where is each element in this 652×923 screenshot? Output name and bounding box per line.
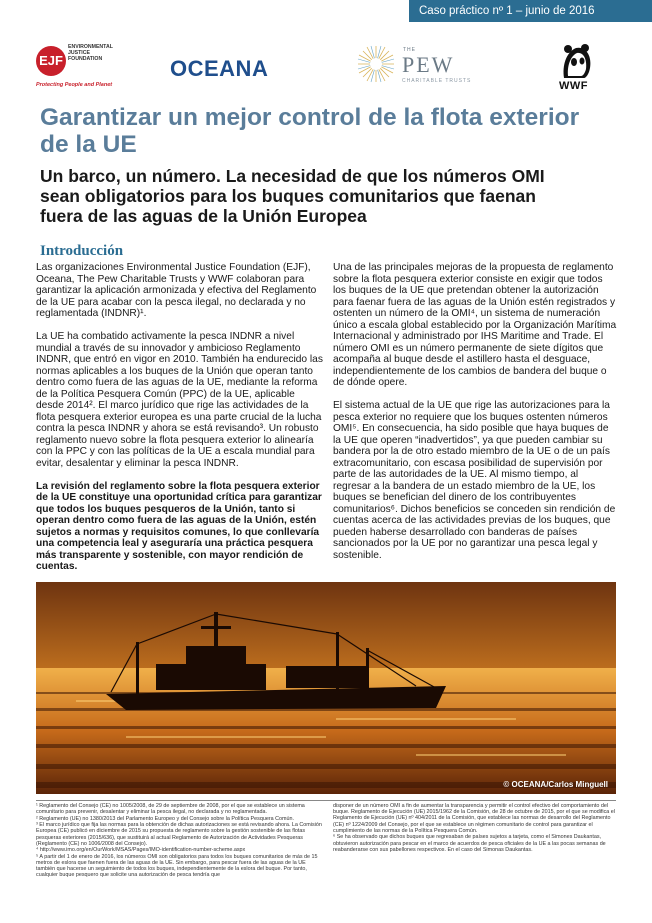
wwf-name: WWF	[559, 80, 588, 92]
left-column	[36, 262, 323, 584]
case-study-tag: Caso práctico nº 1 – junio de 2016	[409, 0, 652, 22]
pew-the: THE	[403, 47, 416, 53]
footnote-divider	[36, 800, 616, 801]
page-subtitle: Un barco, un número. La necesidad de que los números OMI sean obligatorios para los buques comunitarios que faenan fuera de las aguas de la Unión Europea	[40, 166, 545, 226]
footnote: ¹ Reglamento del Consejo (CE) no 1005/2008, de 29 de septiembre de 2008, por el que se establece un sistema comunitario para prevenir, desalentar y eliminar la pesca ilegal, no declarada y no reglamentada.	[36, 803, 305, 816]
ejf-slogan: Protecting People and Planet	[36, 82, 113, 88]
footnote: disponer de un número OMI a fin de aumentar la transparencia y permitir el control efectivo del comportamiento del buque. Reglamento de Ejecución (UE) 2015/1962 de la Comisión, de 28 de octubre de 2015, por el que se modifica el Reglamento de Ejecución (UE) nº 404/2011 de la Comisión, que establece las normas de desarrollo del Reglamento (CE) nº 1224/2009 del Consejo, por el que se establece un régimen comunitario de control para garantizar el cumplimiento de las normas de la Política Pesquera Común.	[333, 803, 615, 834]
right-column	[333, 262, 617, 573]
photo-credit: © OCEANA/Carlos Minguell	[503, 780, 608, 789]
footnote: ³ El marco jurídico que fija las normas para la obtención de dichas autorizaciones se está revisando ahora. La Comisión Europea (CE) publicó en diciembre de 2015 su propuesta de reglamento sobre la gestión sostenible de las flotas pesqueras exteriores (2015/636), que sustituirá al actual Reglamento de Autorización de Actividades Pesqueras (Reglamento (CE) no 1006/2008 del Consejo).	[36, 822, 322, 847]
ejf-logo	[36, 42, 126, 96]
pew-logo	[356, 40, 476, 92]
ejf-name: ENVIRONMENTAL JUSTICE FOUNDATION	[68, 44, 113, 62]
fishing-boat-photo	[36, 582, 616, 794]
section-heading: Introducción	[40, 243, 124, 259]
highlight-paragraph: La revisión del reglamento sobre la flota pesquera exterior de la UE constituye una oportunidad crítica para garantizar que todos los buques pesqueros de la Unión, tanto si operan dentro como fuera de las aguas de la Unión, estén sujetos a normas y requisitos comunes, lo que conllevaría una competencia leal y aseguraría una práctica pesquera más transparente y sostenible, con mayor rendición de cuentas.	[36, 480, 322, 572]
partner-logos	[36, 36, 616, 96]
paragraph: El sistema actual de la UE que rige las autorizaciones para la pesca exterior no requiere que los buques ostenten números OMI⁵. En consecuencia, ha sido posible que haya buques de la UE que operen “inadvertidos”, ya que pueden cambiar su bandera por la de otro estado miembro de la UE o de un país extracomunitario, con escasa posibilidad de supervisión por parte de las autoridades de la UE. Al mismo tiempo, al regresar a la bandera de un estado miembro de la UE, los buques se benefician del dinero de los contribuyentes comunitarios⁶. Dichos beneficios se conceden sin rendición de cuentas acerca de las actividades previas de los buques, que pueden haberse desarrollado con banderas de países sancionados por la UE por no garantizar una pesca legal y sostenible.	[333, 400, 616, 561]
paragraph: La UE ha combatido activamente la pesca INDNR a nivel mundial a través de su innovador y ambicioso Reglamento INDNR, que entró en vigor en 2010. También ha endurecido las normas aplicables a los buques de la Unión que operan tanto dentro como fuera de las aguas de la UE, mediante la reforma de la Política Pesquera Común (PPC) de la UE, aplicable desde 2014². El marco jurídico que rige las actividades de la flota pesquera exterior europea es una parte crucial de la lucha contra la pesca INDNR y ahora se está revisando³. Un robusto reglamento nuevo sobre la flota pesquera exterior lo alinearía con la PPC y con las políticas de la UE a escala mundial para evitar, desalentar y eliminar la pesca INDNR.	[36, 331, 323, 469]
panda-icon	[556, 40, 596, 80]
footnote: ² Reglamento (UE) no 1380/2013 del Parlamento Europeo y del Consejo sobre la Política Pesquera Común.	[36, 815, 295, 822]
pew-name: PEW	[402, 52, 455, 77]
pew-subtitle: CHARITABLE TRUSTS	[402, 78, 472, 84]
page-title: Garantizar un mejor control de la flota exterior de la UE	[40, 104, 580, 158]
paragraph: Las organizaciones Environmental Justice Foundation (EJF), Oceana, The Pew Charitable Trusts y WWF colaboran para garantizar la aplicación armonizada y efectiva del Reglamento de la UE para acabar con la pesca ilegal, no declarada y no reglamentada (INDNR)¹.	[36, 262, 317, 319]
wwf-logo	[556, 40, 596, 92]
sunset-boat-illustration	[36, 582, 616, 794]
footnotes-right	[333, 803, 617, 853]
footnote: ⁵ A partir del 1 de enero de 2016, los números OMI son obligatorios para todos los buques comunitarios de más de 15 metros de eslora que faenen fuera de las aguas de la UE. Sin embargo, para pescar fuera de las aguas de la UE también que hacerse un seguimiento de todos los buques, independientemente de la eslora del buque. Por tanto, cualquier buque pesquero que solicite una autorización de pesca tendría que	[36, 853, 318, 879]
footnote: ⁴ http://www.imo.org/en/OurWork/MSAS/Pages/IMO-identification-number-scheme.aspx	[36, 847, 246, 854]
footnotes-left	[36, 803, 322, 879]
paragraph: Una de las principales mejoras de la propuesta de reglamento sobre la flota pesquera exterior consiste en exigir que todos los buques de la UE que pretendan obtener la autorización para faenar fuera de las aguas de la Unión estén registrados y ostenten un número de la OMI⁴, un sistema de numeración único a escala global establecido por la Organización Marítima Internacional y administrado por IHS Maritime and Trade. El número OMI es un número permanente de siete dígitos que acompaña al buque desde el astillero hasta el desguace, independientemente de los cambios de bandera del buque o de dónde opere.	[333, 262, 617, 388]
sunburst-icon	[356, 44, 396, 84]
footnote: ⁶ Se ha observado que dichos buques que regresaban de países sujetos a tarjeta, como el Simones Daukantas, obtuvieron autorización para pescar en el marco de acuerdos de pesca oficiales de la UE a las pocas semanas de reabanderarse con sus pabellones respectivos. En el caso del Simonas Daukantas.	[333, 834, 606, 853]
ejf-mark: EJF	[36, 46, 66, 76]
oceana-logo: OCEANA	[170, 56, 269, 81]
